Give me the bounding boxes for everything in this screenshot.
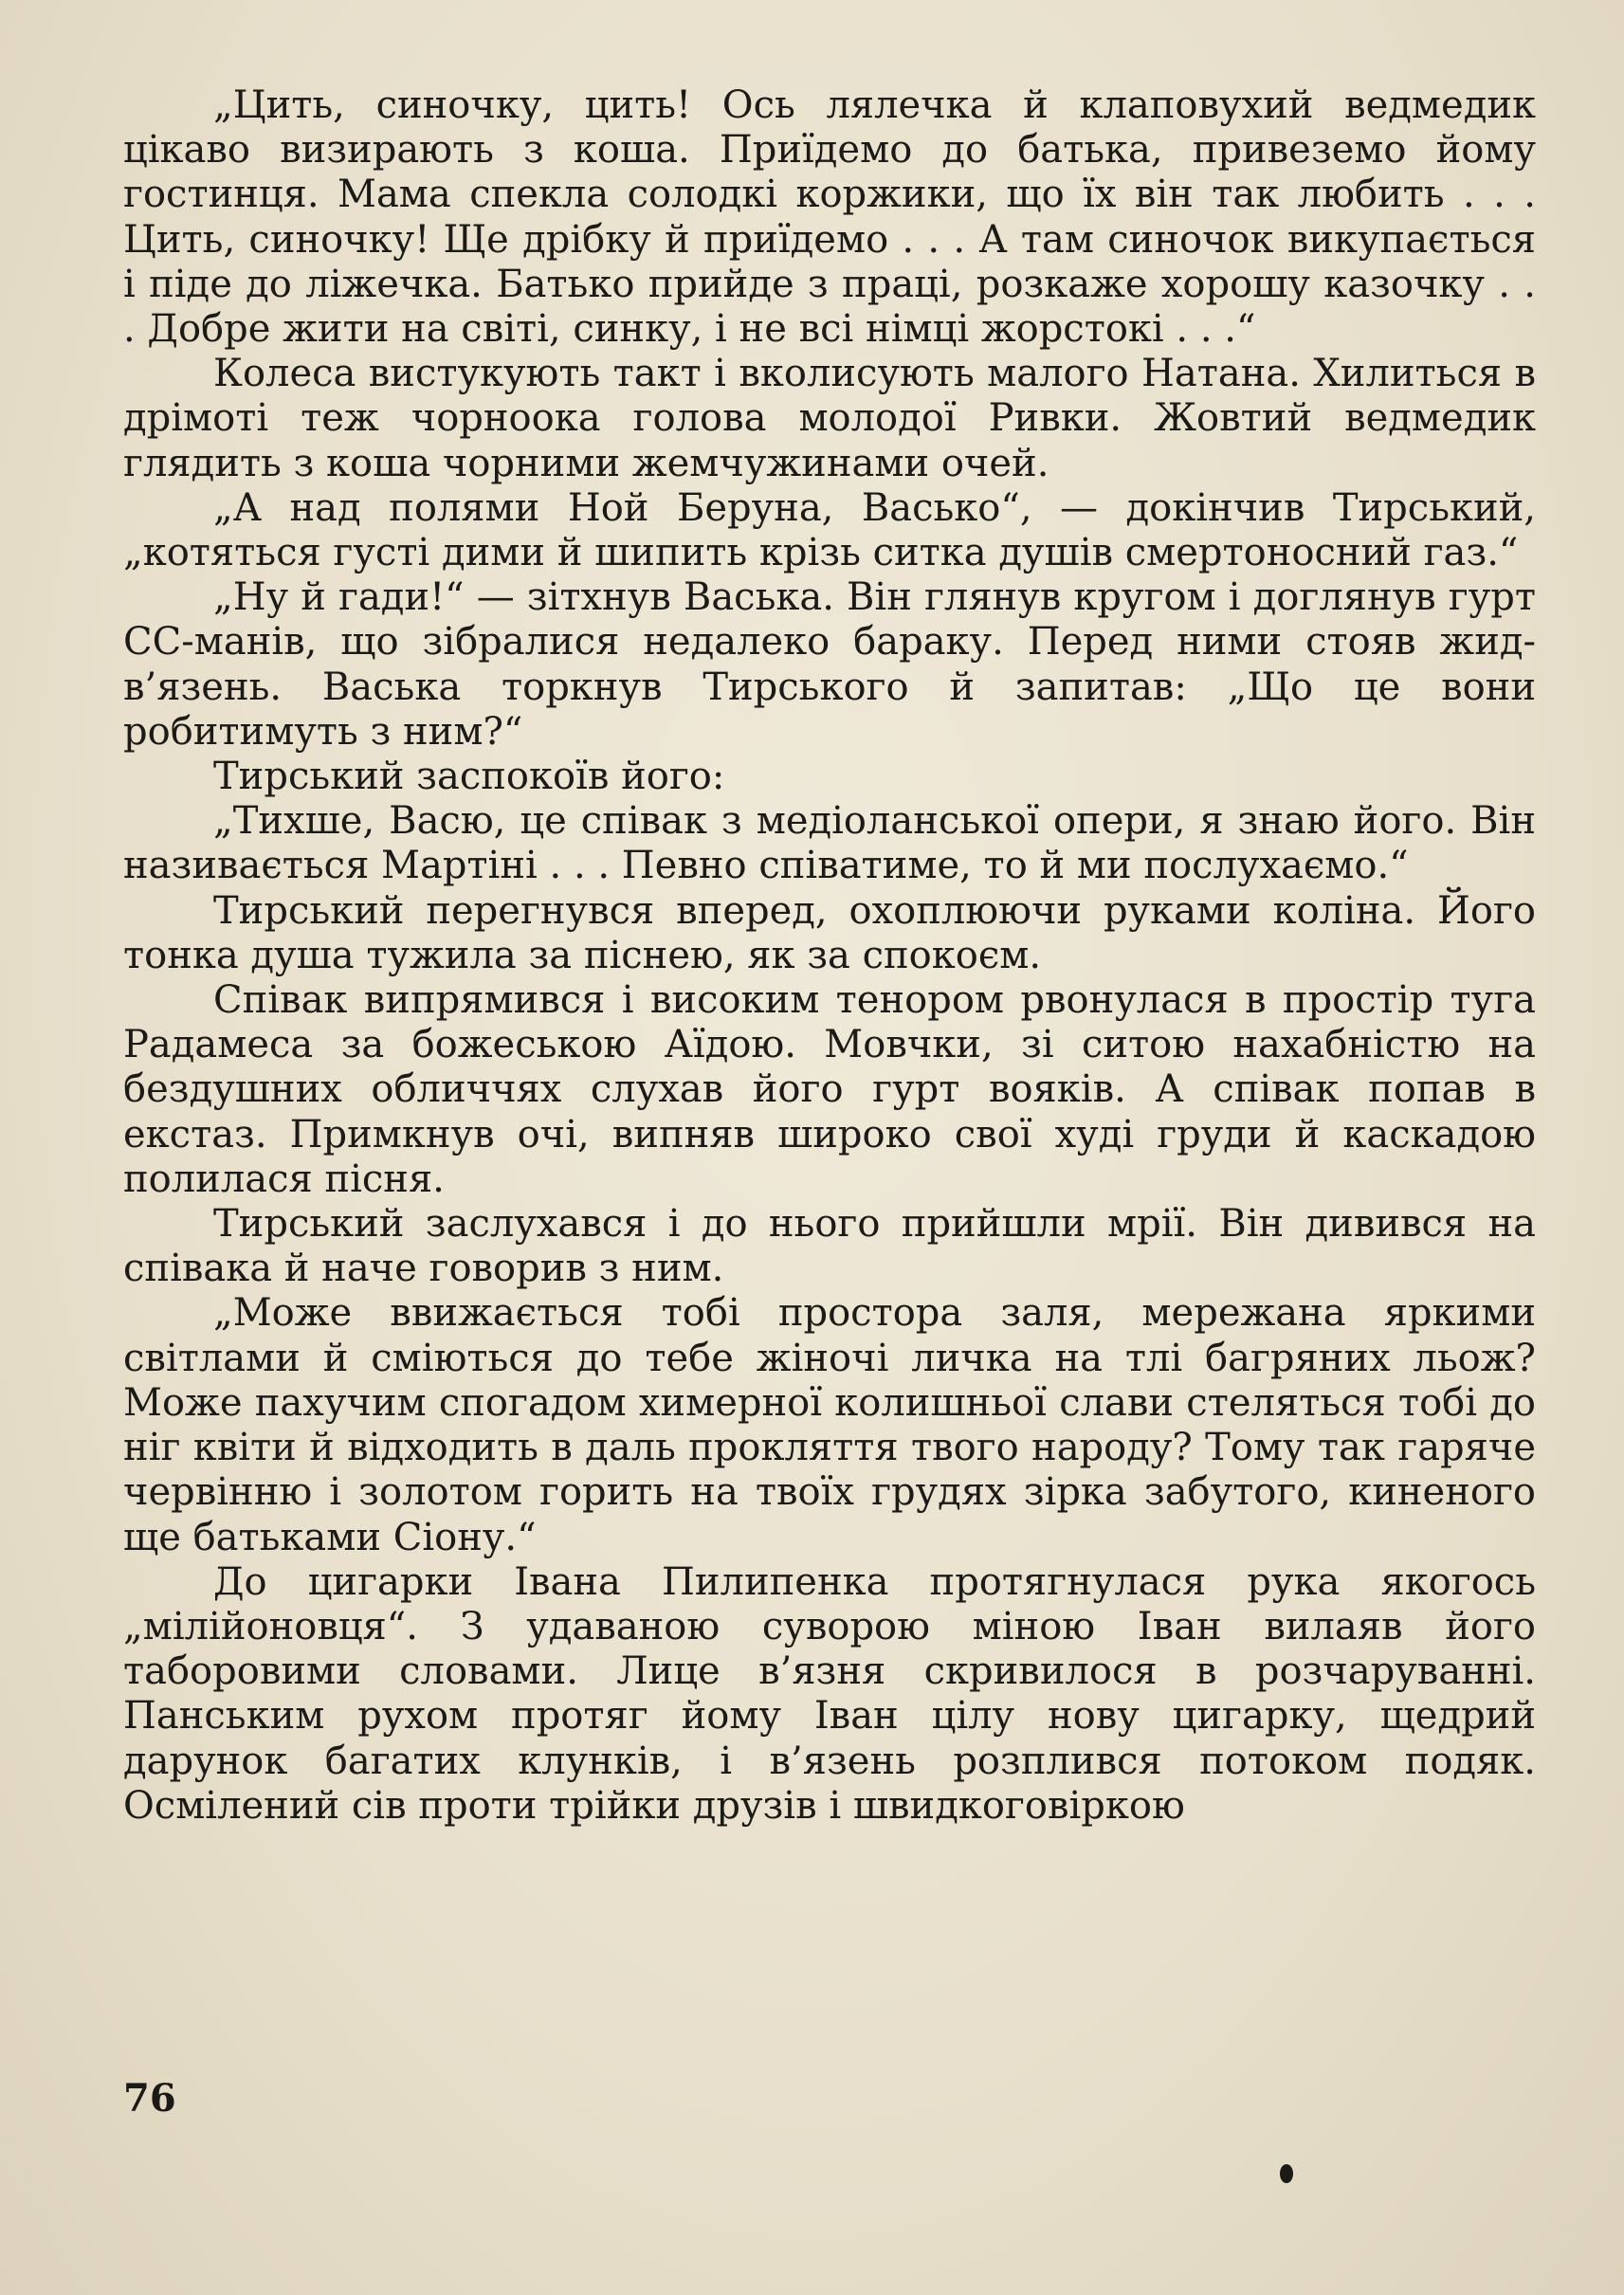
paragraph: „Цить, синочку, цить! Ось лялечка й клаповухий ведмедик цікаво визирають з коша. Приїдемо до батька, привеземо йому гостинця. Мама спекла солодкі коржики, що їх він так любить . . . Цить, синочку! Ще дрібку й приїдемо . . . А там синочок викупається і піде до ліжечка. Батько прийде з праці, розкаже хорошу казочку . . . Добре жити на світі, синку, і не всі німці жорстокі . . .“ <box>123 83 1536 352</box>
paragraph: Тирський заспокоїв його: <box>213 755 725 799</box>
paragraph: „Може ввижається тобі простора заля, мережана яркими світлами й сміються до тебе жіночі личка на тлі багряних льож? Може пахучим спогадом химерної колишньої слави стеляться тобі до ніг квіти й відходить в даль прокляття твого народу? Тому так гаряче червінню і золотом горить на твоїх грудях зірка забутого, киненого ще батьками Сіону.“ <box>123 1291 1536 1559</box>
paragraph: „А над полями Ной Беруна, Васько“, — докінчив Тирський, „котяться густі дими й шипить крізь ситка душів смертоносний газ.“ <box>123 485 1536 575</box>
body-text <box>123 83 1536 1829</box>
paragraph: Тирський заслухався і до нього прийшли мрії. Він дивився на співака й наче говорив з ним. <box>123 1202 1536 1291</box>
ink-speck <box>1280 2164 1293 2183</box>
page-number: 76 <box>123 2076 176 2121</box>
paragraph: До цигарки Івана Пилипенка протягнулася рука якогось „мілійоновця“. З удаваною суворою міною Іван вилаяв його таборовими словами. Лице в’язня скривилося в розчаруванні. Панським рухом протяг йому Іван цілу нову цигарку, щедрий дарунок багатих клунків, і в’язень розплився потоком подяк. Осмілений сів проти трійки друзів і швидкоговіркою <box>123 1559 1536 1828</box>
paragraph: Співак випрямився і високим тенором рвонулася в простір туга Радамеса за божеською Аїдою. Мовчки, зі ситою нахабністю на бездушних обличчях слухав його гурт вояків. А співак попав в екстаз. Примкнув очі, випняв широко свої худі груди й каскадою полилася пісня. <box>123 978 1536 1201</box>
paragraph: „Ну й гади!“ — зітхнув Васька. Він глянув кругом і доглянув гурт СС-манів, що зібралися недалеко бараку. Перед ними стояв жид-в’язень. Васька торкнув Тирського й запитав: „Що це вони робитимуть з ним?“ <box>123 575 1536 754</box>
paragraph: Тирський перегнувся вперед, охоплюючи руками коліна. Його тонка душа тужила за піснею, як за спокоєм. <box>123 888 1536 977</box>
paragraph: „Тихше, Васю, це співак з медіоланської опери, я знаю його. Він називається Мартіні . . . Певно співатиме, то й ми послухаємо.“ <box>123 799 1536 888</box>
paragraph: Колеса вистукують такт і вколисують малого Натана. Хилиться в дрімоті теж чорноока голова молодої Ривки. Жовтий ведмедик глядить з коша чорними жемчужинами очей. <box>123 352 1536 485</box>
